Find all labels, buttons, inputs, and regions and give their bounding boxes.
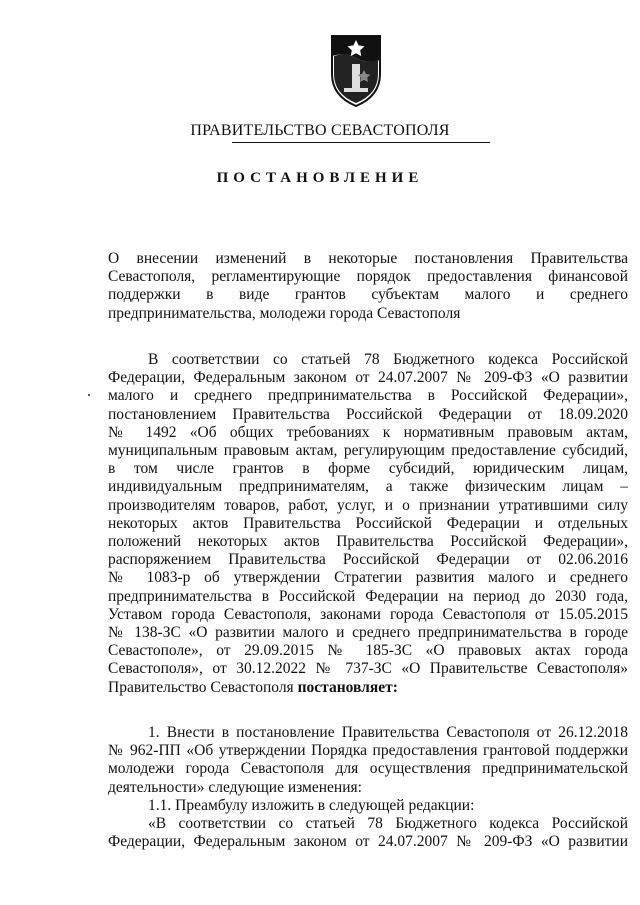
- item-1-1-line: «В соответствии со статьей 78 Бюджетного кодекса Российской: [148, 815, 628, 833]
- item-1-line: 1. Внести в постановление Правительства Севастополя от 26.12.2018: [148, 724, 628, 741]
- preamble-line: предпринимательства в Российской Федерации на период до 2030 года,: [108, 587, 628, 605]
- preamble-line: В соответствии со статьей 78 Бюджетного кодекса Российской: [148, 351, 628, 368]
- preamble-line: производителям товаров, работ, услуг, и о признании утратившими силу: [108, 496, 628, 514]
- coat-of-arms-icon: [326, 30, 386, 110]
- item-1-1-heading: 1.1. Преамбулу изложить в следующей редакции:: [148, 796, 475, 814]
- subject-line: предпринимательства, молодежи города Севастополя: [108, 304, 461, 322]
- preamble-paragraph: [108, 351, 628, 697]
- government-name: ПРАВИТЕЛЬСТВО СЕВАСТОПОЛЯ: [190, 122, 450, 139]
- scan-speck: [88, 394, 90, 396]
- preamble-line: № 1492 «Об общих требованиях к нормативным правовым актам,: [108, 423, 628, 441]
- preamble-line: № 138-ЗС «О развитии малого и среднего предпринимательства в городе: [108, 624, 628, 642]
- preamble-line: № 1083-р об утверждении Стратегии развития малого и среднего: [108, 569, 628, 587]
- header-underline: [232, 142, 490, 143]
- item-1-line: № 962-ПП «Об утверждении Порядка предоставления грантовой поддержки: [108, 742, 628, 760]
- subject-line: поддержки в виде грантов субъектам малого и среднего: [108, 286, 628, 304]
- item-1-1-line: Федерации, Федеральным законом от 24.07.2007 № 209-ФЗ «О развитии: [108, 833, 628, 851]
- preamble-line: Уставом города Севастополя, законами города Севастополя от 15.05.2015: [108, 605, 628, 623]
- preamble-line: Федерации, Федеральным законом от 24.07.2007 № 209-ФЗ «О развитии: [108, 369, 628, 387]
- resolves-keyword: постановляет:: [297, 678, 398, 696]
- preamble-line: постановлением Правительства Российской Федерации от 18.09.2020: [108, 405, 628, 423]
- item-1-line: молодежи города Севастополя для осуществления предпринимательской: [108, 760, 628, 778]
- subject-line: Севастополя, регламентирующие порядок предоставления финансовой: [108, 268, 628, 286]
- closing-prefix: Правительство Севастополя: [108, 678, 298, 696]
- preamble-closing-line: [108, 679, 628, 697]
- preamble-line: Севастополе», от 29.09.2015 № 185-ЗС «О правовых актах города: [108, 642, 628, 660]
- preamble-line: в том числе грантов в форме субсидий, юридическим лицам,: [108, 460, 628, 478]
- item-1-line: деятельности» следующие изменения:: [108, 778, 362, 796]
- document-subject: [108, 250, 628, 323]
- preamble-line: положений некоторых актов Правительства Российской Федерации»,: [108, 533, 628, 551]
- document-type-title: ПОСТАНОВЛЕНИЕ: [216, 170, 424, 186]
- preamble-line: малого и среднего предпринимательства в Российской Федерации»,: [108, 387, 628, 405]
- preamble-line: Севастополя», от 30.12.2022 № 737-ЗС «О Правительстве Севастополя»: [108, 660, 628, 678]
- item-1: [108, 724, 628, 851]
- preamble-line: распоряжением Правительства Российской Федерации от 02.06.2016: [108, 551, 628, 569]
- preamble-line: некоторых актов Правительства Российской Федерации и отдельных: [108, 514, 628, 532]
- preamble-line: индивидуальным предпринимателям, а также физическим лицам –: [108, 478, 628, 496]
- preamble-line: муниципальным правовым актам, регулирующим предоставление субсидий,: [108, 442, 628, 460]
- subject-line: О внесении изменений в некоторые постановления Правительства: [108, 250, 628, 267]
